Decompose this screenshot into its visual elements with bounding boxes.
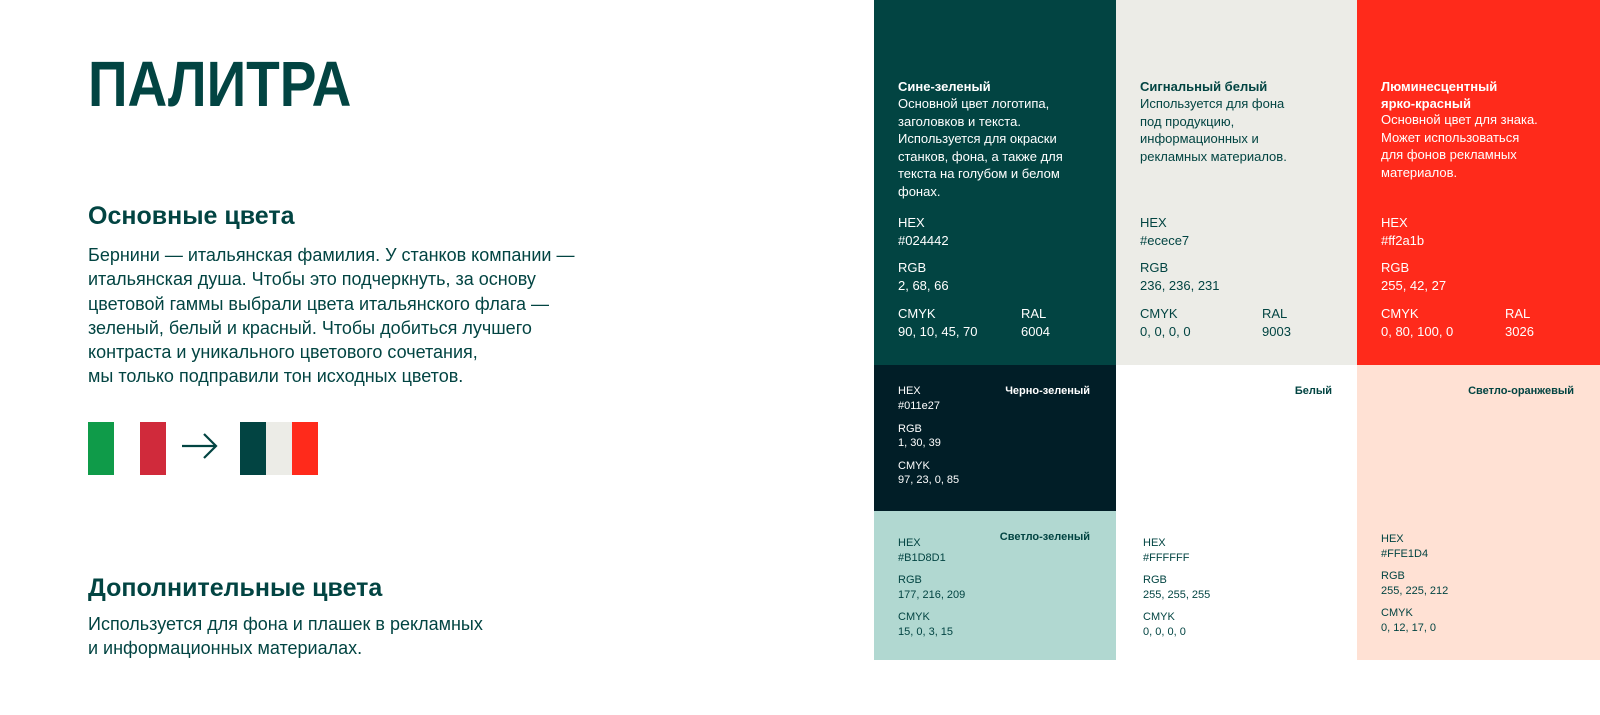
rgb-value: 2, 68, 66 (898, 278, 949, 293)
hex-value: #024442 (898, 233, 949, 248)
flag-stripe-red (140, 422, 166, 475)
arrow-right-icon (180, 428, 220, 464)
swatch-white-values (1116, 511, 1357, 660)
cmyk-value: 0, 12, 17, 0 (1381, 622, 1437, 634)
rgb-value: 1, 30, 39 (898, 437, 941, 449)
rgb-value: 255, 42, 27 (1381, 278, 1447, 293)
hex-label: HEX (898, 537, 921, 549)
adjusted-brand-flag (240, 422, 318, 475)
rgb-label: RGB (898, 260, 927, 275)
hex-label: HEX (1381, 533, 1404, 545)
swatch-description: Используется для фона под продукцию, информационных и рекламных материалов. (1140, 96, 1287, 164)
cmyk-value: 0, 0, 0, 0 (1143, 626, 1186, 638)
cmyk-value: 97, 23, 0, 85 (898, 474, 960, 486)
hex-label: HEX (898, 385, 921, 397)
primary-colors-heading: Основные цвета (88, 202, 295, 230)
rgb-label: RGB (898, 574, 922, 586)
swatch-blue-green (874, 0, 1116, 365)
secondary-colors-heading: Дополнительные цвета (88, 574, 383, 602)
swatch-signal-white (1116, 0, 1357, 365)
ral-label: RAL (1505, 306, 1531, 321)
ral-value: 9003 (1262, 324, 1291, 339)
rgb-value: 236, 236, 231 (1140, 278, 1220, 293)
cmyk-label: CMYK (898, 306, 936, 321)
hex-value: #ecece7 (1140, 233, 1190, 248)
cmyk-label: CMYK (1381, 306, 1419, 321)
flag-stripe-blue-green (240, 422, 266, 475)
rgb-value: 255, 225, 212 (1381, 585, 1449, 597)
swatch-white (1116, 365, 1357, 511)
swatch-black-green (874, 365, 1116, 511)
cmyk-label: CMYK (1143, 611, 1175, 623)
hex-value: #B1D8D1 (898, 552, 946, 564)
cmyk-label: CMYK (1140, 306, 1178, 321)
cmyk-label: CMYK (1381, 607, 1413, 619)
swatch-name: Черно-зеленый (1005, 385, 1090, 397)
swatch-name: Светло-зеленый (999, 531, 1090, 543)
swatch-description: Основной цвет логотипа, заголовков и текста. Используется для окраски станков, фона, а также для текста на голубом и белом фонах. (898, 96, 1063, 199)
original-italian-flag (88, 422, 166, 475)
hex-value: #FFFFFF (1143, 552, 1190, 564)
cmyk-label: CMYK (898, 460, 930, 472)
swatch-light-orange (1357, 365, 1600, 660)
flag-stripe-white (114, 422, 140, 475)
hex-value: #011e27 (898, 400, 941, 412)
page-title: ПАЛИТРА (88, 48, 352, 120)
ral-label: RAL (1021, 306, 1047, 321)
swatch-name: Белый (1294, 385, 1332, 397)
hex-value: #FFE1D4 (1381, 548, 1429, 560)
rgb-label: RGB (898, 423, 922, 435)
cmyk-value: 0, 0, 0, 0 (1140, 324, 1191, 339)
ral-value: 3026 (1505, 324, 1534, 339)
secondary-colors-description: Используется для фона и плашек в рекламных и информационных материалах. (88, 614, 483, 659)
cmyk-value: 90, 10, 45, 70 (898, 324, 978, 339)
rgb-label: RGB (1143, 574, 1167, 586)
rgb-label: RGB (1381, 570, 1405, 582)
rgb-label: RGB (1381, 260, 1410, 275)
swatch-name: Сигнальный белый (1140, 79, 1268, 94)
swatch-name: Светло-оранжевый (1468, 385, 1574, 397)
flag-stripe-signal-white (266, 422, 292, 475)
swatch-name: Сине-зеленый (898, 79, 991, 94)
swatch-name: Люминесцентный ярко-красный (1381, 79, 1498, 111)
rgb-value: 177, 216, 209 (898, 589, 966, 601)
hex-label: HEX (1143, 537, 1166, 549)
cmyk-value: 0, 80, 100, 0 (1381, 324, 1454, 339)
flag-stripe-bright-red (292, 422, 318, 475)
flag-stripe-green (88, 422, 114, 475)
rgb-label: RGB (1140, 260, 1169, 275)
hex-label: HEX (898, 215, 925, 230)
ral-label: RAL (1262, 306, 1288, 321)
cmyk-value: 15, 0, 3, 15 (898, 626, 954, 638)
swatch-fluorescent-red (1357, 0, 1600, 365)
ral-value: 6004 (1021, 324, 1050, 339)
primary-colors-description: Бернини — итальянская фамилия. У станков компании — итальянская душа. Чтобы это подчеркнуть, за основу цветовой гаммы выбрали цвета итальянского флага — зеленый, белый и красный. Чтобы добиться лучшего контраста и уникального цветового сочетания, мы только подправили тон исходных цветов. (88, 245, 575, 387)
hex-value: #ff2a1b (1381, 233, 1425, 248)
hex-label: HEX (1381, 215, 1408, 230)
swatch-light-green (874, 511, 1116, 660)
hex-label: HEX (1140, 215, 1167, 230)
cmyk-label: CMYK (898, 611, 930, 623)
rgb-value: 255, 255, 255 (1143, 589, 1211, 601)
swatch-description: Основной цвет для знака. Может использоваться для фонов рекламных материалов. (1381, 112, 1538, 180)
